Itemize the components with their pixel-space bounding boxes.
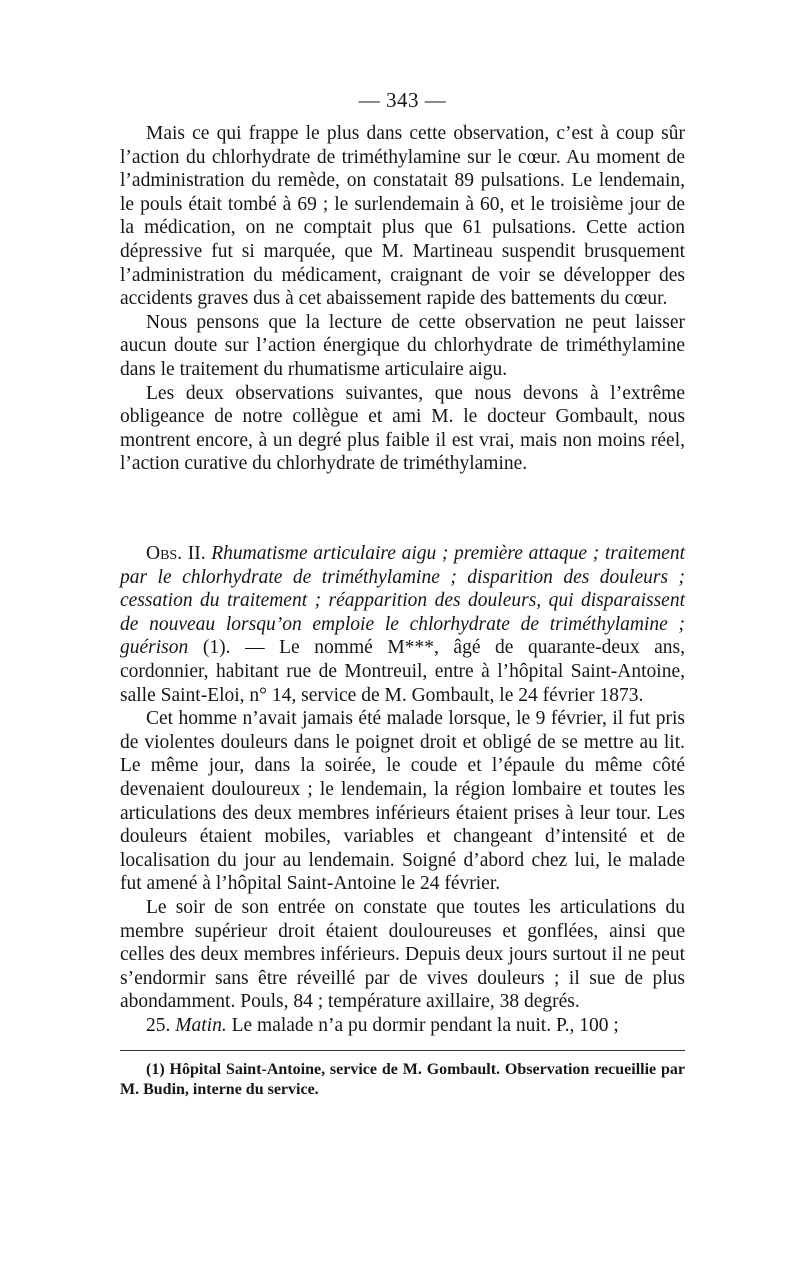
paragraph: Mais ce qui frappe le plus dans cette observation, c’est à coup sûr l’action du chlorhydrate de triméthylamine sur le cœur. Au moment de l’administration du remède, on constatait 89 pulsations. Le lendemain, le pouls était tombé à 69 ; le surlendemain à 60, et le troisième jour de la médication, on ne comptait plus que 61 pulsations. Cette action dépressive fut si marquée, que M. Martineau suspendit brusquement l’administration du médicament, craignant de voir se développer des accidents graves dus à cet abaissement rapide des battements du cœur. (120, 123, 685, 310)
paragraph: Nous pensons que la lecture de cette observation ne peut laisser aucun doute sur l’action énergique du chlorhydrate de triméthylamine dans le traitement du rhumatisme articulaire aigu. (120, 311, 685, 380)
observation-label: Obs. II. (146, 543, 206, 564)
observation-paragraph: Cet homme n’avait jamais été malade lorsque, le 9 février, il fut pris de violentes douleurs dans le poignet droit et obligé de se mettre au lit. Le même jour, dans la soirée, le coude et l’épaule du même côté devenaient douloureux ; le lendemain, la région lombaire et toutes les articulations des deux membres inférieurs étaient prises à leur tour. Les douleurs étaient mobiles, variables et changeant d’intensité et de localisation du jour au lendemain. Soigné d’abord chez lui, le malade fut amené à l’hôpital Saint-Antoine le 24 février. (120, 708, 685, 895)
observation-summary: Rhumatisme articulaire aigu ; première attaque ; traitement par le chlorhydrate de triméthylamine ; disparition des douleurs ; cessation du traitement ; réapparition des douleurs, qui disparaissent de nouveau lorsqu’on emploie le chlorhydrate de triméthylamine ; guérison (120, 543, 685, 659)
entry-date: 25. (146, 1014, 171, 1036)
paragraph: Les deux observations suivantes, que nous devons à l’extrême obligeance de notre collègue et ami M. le docteur Gombault, nous montrent encore, à un degré plus faible il est vrai, mais non moins réel, l’action curative du chlorhydrate de triméthylamine. (120, 382, 685, 475)
observation-section (120, 542, 685, 1037)
main-text (120, 122, 685, 476)
entry-label: Matin. (175, 1014, 227, 1036)
entry-text: Le malade n’a pu dormir pendant la nuit. P., 100 ; (231, 1014, 619, 1036)
observation-intro: — Le nommé M***, âgé de quarante-deux ans, cordonnier, habitant rue de Montreuil, entre à l’hôpital Saint-Antoine, salle Saint-Eloi, n° 14, service de M. Gombault, le 24 février 1873. (120, 637, 686, 706)
footnote: (1) Hôpital Saint-Antoine, service de M. Gombault. Observation recueillie par M. Budin, interne du service. (120, 1061, 685, 1098)
footnote-divider (120, 1050, 685, 1051)
observation-last-line (120, 1014, 685, 1038)
observation-heading (120, 542, 685, 707)
page-number: — 343 — (358, 88, 447, 112)
observation-paragraph: Le soir de son entrée on constate que toutes les articulations du membre supérieur droit étaient douloureuses et gonflées, ainsi que celles des deux membres inférieurs. Depuis deux jours surtout il ne peut s’endormir sans être réveillé par de vives douleurs ; il sue de plus abondamment. Pouls, 84 ; température axillaire, 38 degrés. (120, 896, 685, 1013)
footnote-ref: (1). (202, 637, 231, 659)
